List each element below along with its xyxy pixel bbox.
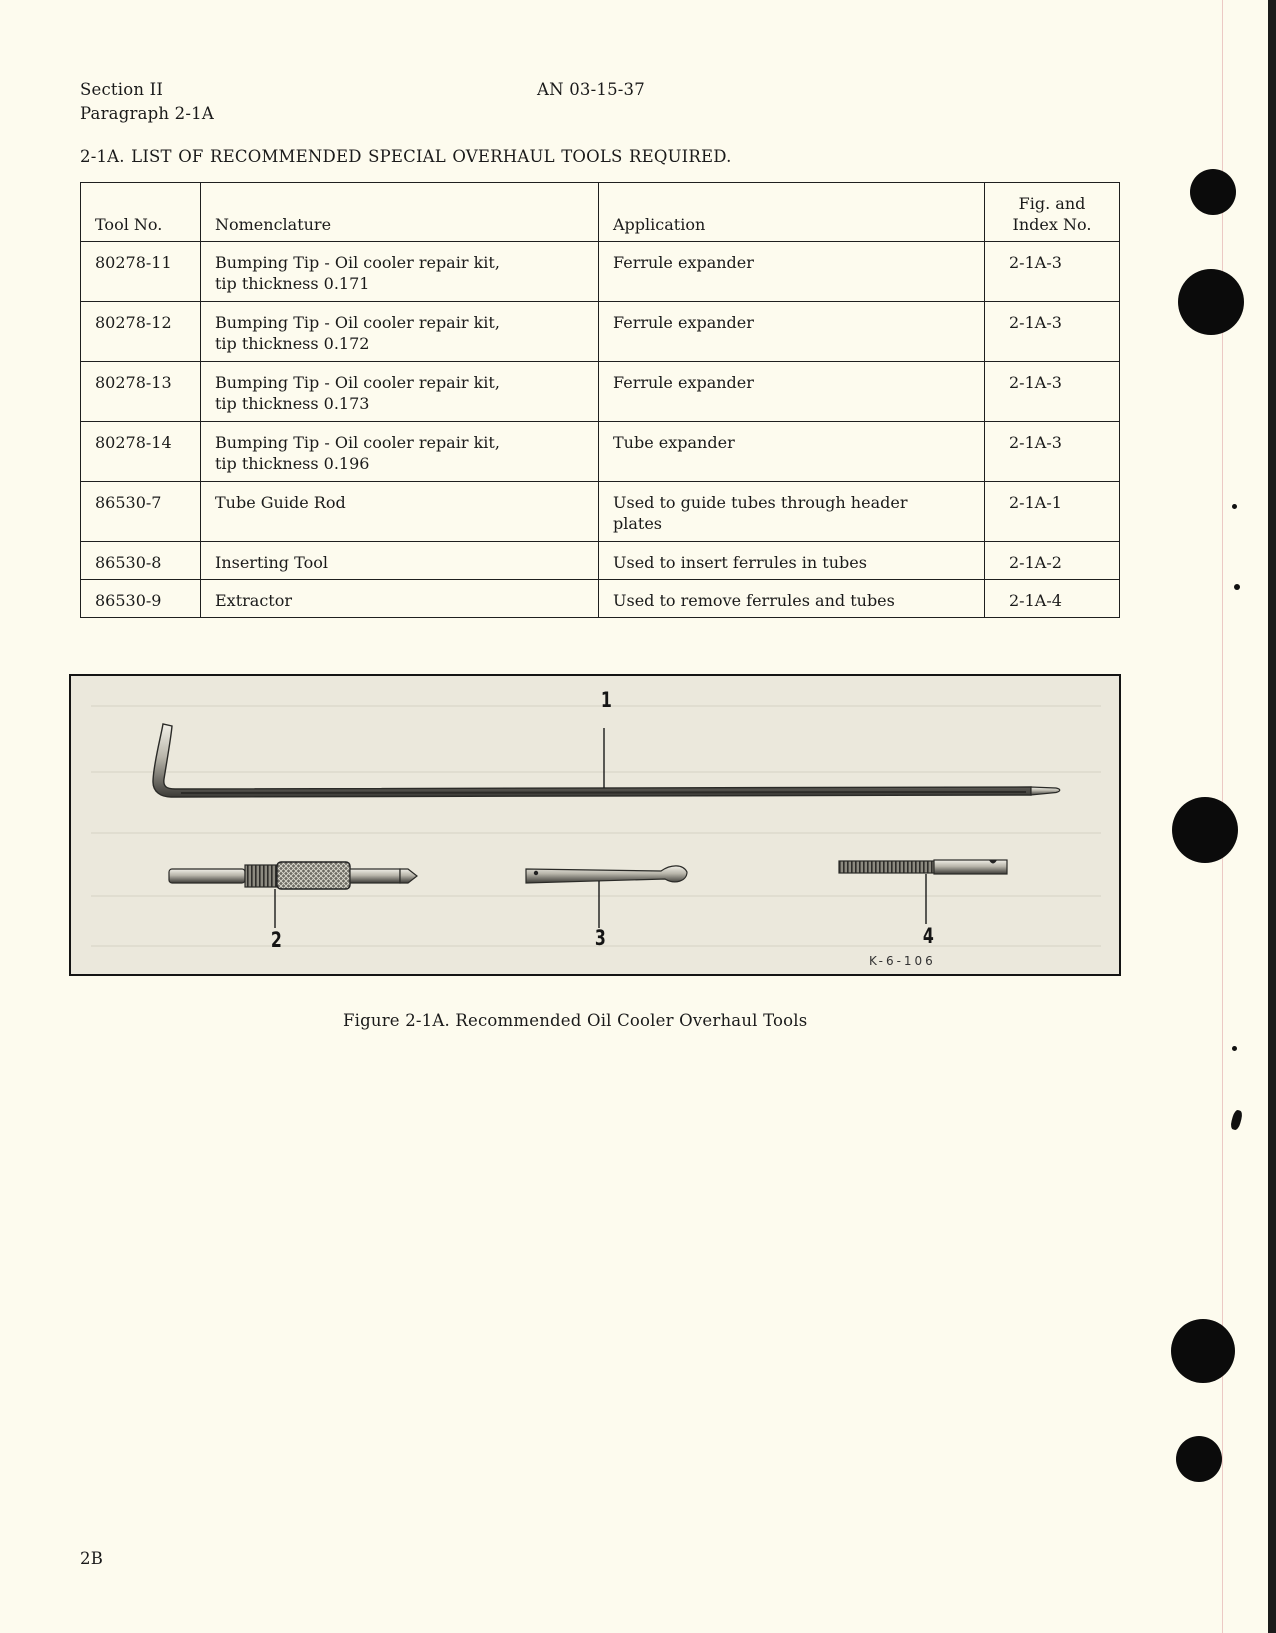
- cell-nomenclature: Tube Guide Rod: [201, 482, 599, 542]
- photo-code: K-6-106: [869, 954, 936, 968]
- cell-application: Used to insert ferrules in tubes: [599, 542, 985, 580]
- page-number: 2B: [80, 1549, 104, 1568]
- table-row: [81, 242, 1120, 302]
- column-header-fig-index: [985, 183, 1120, 242]
- application-line: Used to guide tubes through header: [613, 493, 908, 512]
- callout-3: 3: [594, 926, 606, 950]
- cell-tool-no: 80278-13: [81, 362, 201, 422]
- binder-hole-icon: [1171, 1319, 1235, 1383]
- paragraph-label: Paragraph 2-1A: [80, 104, 214, 123]
- callout-2: 2: [270, 928, 282, 952]
- nomenclature-line: Bumping Tip - Oil cooler repair kit,: [215, 313, 500, 332]
- table-row: [81, 580, 1120, 618]
- callout-1: 1: [600, 688, 612, 712]
- binder-hole-icon: [1176, 1436, 1222, 1482]
- column-header-nomenclature: Nomenclature: [201, 183, 599, 242]
- cell-nomenclature: Inserting Tool: [201, 542, 599, 580]
- cell-application: Ferrule expander: [599, 302, 985, 362]
- cell-tool-no: 80278-12: [81, 302, 201, 362]
- ink-speck: [1232, 504, 1237, 509]
- nomenclature-line: tip thickness 0.172: [215, 334, 370, 353]
- nomenclature-line: tip thickness 0.196: [215, 454, 370, 473]
- table-row: [81, 362, 1120, 422]
- nomenclature-line: tip thickness 0.171: [215, 274, 370, 293]
- nomenclature-line: Bumping Tip - Oil cooler repair kit,: [215, 433, 500, 452]
- cell-fig-index: 2-1A-2: [985, 542, 1120, 580]
- cell-fig-index: 2-1A-3: [985, 362, 1120, 422]
- cell-nomenclature: [201, 362, 599, 422]
- callout-4: 4: [922, 924, 934, 948]
- tools-photo-figure: [69, 674, 1121, 976]
- table-row: [81, 542, 1120, 580]
- document-number: AN 03-15-37: [537, 80, 645, 99]
- figure-caption: Figure 2-1A. Recommended Oil Cooler Overhaul Tools: [343, 1011, 808, 1030]
- column-header-application: Application: [599, 183, 985, 242]
- binder-hole-icon: [1172, 797, 1238, 863]
- table-row: [81, 302, 1120, 362]
- extractor-icon: [839, 860, 1007, 924]
- tube-guide-rod-icon: [153, 724, 1060, 797]
- tools-table: [80, 182, 1120, 618]
- cell-application: Ferrule expander: [599, 242, 985, 302]
- binder-hole-icon: [1190, 169, 1236, 215]
- column-header-fig-line1: Fig. and: [1018, 194, 1086, 213]
- cell-tool-no: 86530-8: [81, 542, 201, 580]
- cell-nomenclature: [201, 242, 599, 302]
- cell-fig-index: 2-1A-1: [985, 482, 1120, 542]
- application-line: plates: [613, 514, 663, 533]
- nomenclature-line: Bumping Tip - Oil cooler repair kit,: [215, 373, 500, 392]
- inserting-tool-icon: [169, 862, 417, 928]
- table-row: [81, 482, 1120, 542]
- cell-tool-no: 86530-9: [81, 580, 201, 618]
- cell-application: Tube expander: [599, 422, 985, 482]
- cell-application: Ferrule expander: [599, 362, 985, 422]
- cell-application: Used to remove ferrules and tubes: [599, 580, 985, 618]
- nomenclature-line: Bumping Tip - Oil cooler repair kit,: [215, 253, 500, 272]
- section-heading: 2-1A. LIST OF RECOMMENDED SPECIAL OVERHAUL TOOLS REQUIRED.: [80, 147, 732, 166]
- cell-fig-index: 2-1A-3: [985, 242, 1120, 302]
- cell-fig-index: 2-1A-3: [985, 302, 1120, 362]
- table-row: [81, 422, 1120, 482]
- cell-tool-no: 80278-11: [81, 242, 201, 302]
- binder-hole-icon: [1178, 269, 1244, 335]
- cell-tool-no: 86530-7: [81, 482, 201, 542]
- scan-edge-shadow: [1268, 0, 1276, 1633]
- table-header-row: [81, 183, 1120, 242]
- ink-speck: [1234, 584, 1240, 590]
- ink-speck: [1230, 1109, 1244, 1131]
- cell-nomenclature: [201, 302, 599, 362]
- column-header-tool-no: Tool No.: [81, 183, 201, 242]
- bumping-tip-icon: [526, 866, 687, 928]
- cell-fig-index: 2-1A-3: [985, 422, 1120, 482]
- nomenclature-line: tip thickness 0.173: [215, 394, 370, 413]
- section-label: Section II: [80, 80, 164, 99]
- cell-nomenclature: [201, 422, 599, 482]
- cell-application: [599, 482, 985, 542]
- ink-speck: [1232, 1046, 1237, 1051]
- column-header-fig-line2: Index No.: [1012, 215, 1092, 234]
- cell-nomenclature: Extractor: [201, 580, 599, 618]
- cell-tool-no: 80278-14: [81, 422, 201, 482]
- cell-fig-index: 2-1A-4: [985, 580, 1120, 618]
